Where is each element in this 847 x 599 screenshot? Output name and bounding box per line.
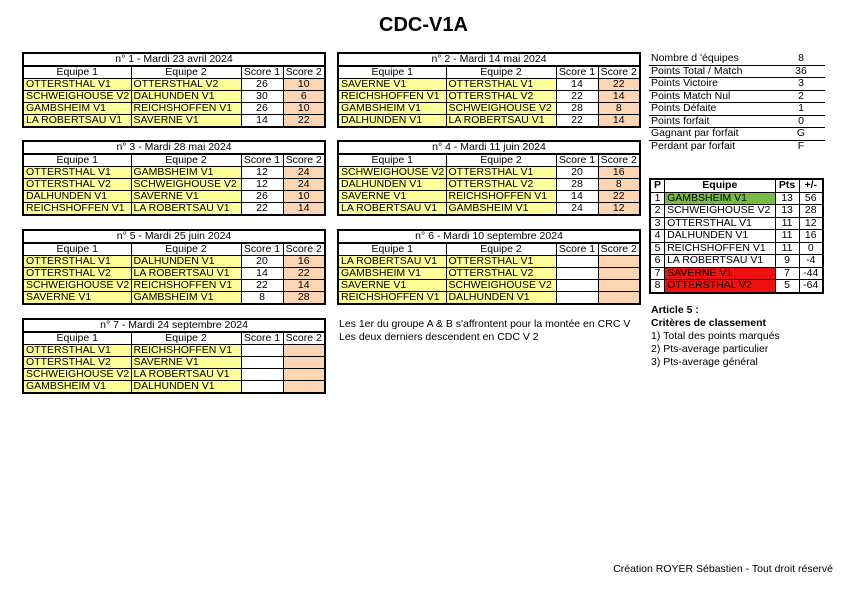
round-table-5 <box>22 229 326 305</box>
col-header-team2: Equipe 2 <box>446 66 556 79</box>
footer-credit: Création ROYER Sébastien - Tout droit réservé <box>613 563 833 575</box>
score1-cell: 26 <box>241 103 283 115</box>
column-header-row <box>23 66 325 79</box>
round-header-row <box>338 141 640 154</box>
standings-table <box>649 178 824 294</box>
score1-cell <box>556 292 598 305</box>
match-row <box>23 167 325 179</box>
col-header-score1: Score 1 <box>241 66 283 79</box>
score1-cell <box>241 369 283 381</box>
rank-diff: -4 <box>799 255 823 268</box>
score2-cell: 10 <box>283 191 325 203</box>
team1-cell: SAVERNE V1 <box>23 292 131 305</box>
col-header-score2: Score 2 <box>283 332 325 345</box>
score2-cell: 14 <box>283 203 325 216</box>
score1-cell <box>241 357 283 369</box>
rank-position: 2 <box>650 205 665 218</box>
column-header-row <box>338 66 640 79</box>
score1-cell: 12 <box>241 179 283 191</box>
standings-row <box>650 205 823 218</box>
score2-cell: 24 <box>283 167 325 179</box>
score1-cell: 14 <box>241 115 283 128</box>
match-row <box>23 103 325 115</box>
standings-row <box>650 230 823 243</box>
rank-team: OTTERSTHAL V2 <box>665 280 775 293</box>
team1-cell: DALHUNDEN V1 <box>338 179 446 191</box>
team2-cell: SCHWEIGHOUSE V2 <box>446 103 556 115</box>
team1-cell: REICHSHOFFEN V1 <box>338 91 446 103</box>
score1-cell: 14 <box>241 268 283 280</box>
rank-diff: -44 <box>799 267 823 280</box>
match-row <box>338 292 640 305</box>
score2-cell: 16 <box>283 256 325 268</box>
score2-cell: 22 <box>598 191 640 203</box>
col-header-pts: Pts <box>775 179 799 192</box>
rank-points: 11 <box>775 242 799 255</box>
team2-cell: OTTERSTHAL V1 <box>446 167 556 179</box>
column-header-row <box>338 243 640 256</box>
col-header-team1: Equipe 1 <box>338 66 446 79</box>
team2-cell: GAMBSHEIM V1 <box>131 292 241 305</box>
round-table-2 <box>337 52 641 128</box>
round-label: n° 1 - Mardi 23 avril 2024 <box>23 53 325 66</box>
team1-cell: OTTERSTHAL V1 <box>23 256 131 268</box>
team1-cell: DALHUNDEN V1 <box>23 191 131 203</box>
rank-position: 6 <box>650 255 665 268</box>
column-header-row <box>23 243 325 256</box>
round-header-row <box>338 230 640 243</box>
rank-points: 11 <box>775 230 799 243</box>
team1-cell: GAMBSHEIM V1 <box>23 381 131 394</box>
team2-cell: SCHWEIGHOUSE V2 <box>446 280 556 292</box>
col-header-score1: Score 1 <box>556 243 598 256</box>
rank-diff: 0 <box>799 242 823 255</box>
col-header-score1: Score 1 <box>241 243 283 256</box>
match-row <box>23 369 325 381</box>
score1-cell: 26 <box>241 191 283 203</box>
article-title: Article 5 : <box>651 304 699 316</box>
match-row <box>338 280 640 292</box>
score1-cell: 14 <box>556 79 598 91</box>
team2-cell: REICHSHOFFEN V1 <box>446 191 556 203</box>
score2-cell: 22 <box>283 268 325 280</box>
col-header-team: Equipe <box>665 179 775 192</box>
team1-cell: OTTERSTHAL V2 <box>23 179 131 191</box>
score2-cell: 8 <box>598 179 640 191</box>
col-header-score1: Score 1 <box>556 66 598 79</box>
round-label: n° 7 - Mardi 24 septembre 2024 <box>23 319 325 332</box>
article-block <box>651 304 780 369</box>
rank-position: 3 <box>650 217 665 230</box>
rank-team: DALHUNDEN V1 <box>665 230 775 243</box>
parameter-row <box>649 65 825 78</box>
round-label: n° 3 - Mardi 28 mai 2024 <box>23 141 325 154</box>
match-row <box>23 203 325 216</box>
match-row <box>23 345 325 357</box>
rank-position: 5 <box>650 242 665 255</box>
team1-cell: SCHWEIGHOUSE V2 <box>23 280 131 292</box>
col-header-score1: Score 1 <box>556 154 598 167</box>
team1-cell: DALHUNDEN V1 <box>338 115 446 128</box>
parameters-table <box>649 53 825 152</box>
score1-cell: 20 <box>241 256 283 268</box>
parameter-row <box>649 140 825 152</box>
score1-cell: 30 <box>241 91 283 103</box>
rank-diff: 56 <box>799 192 823 205</box>
rank-position: 1 <box>650 192 665 205</box>
match-row <box>23 79 325 91</box>
team2-cell: GAMBSHEIM V1 <box>446 203 556 216</box>
team2-cell: OTTERSTHAL V2 <box>446 91 556 103</box>
team2-cell: SCHWEIGHOUSE V2 <box>131 179 241 191</box>
team1-cell: LA ROBERTSAU V1 <box>338 203 446 216</box>
score2-cell <box>283 357 325 369</box>
score1-cell: 26 <box>241 79 283 91</box>
col-header-team1: Equipe 1 <box>338 243 446 256</box>
match-row <box>23 268 325 280</box>
match-row <box>23 191 325 203</box>
col-header-score2: Score 2 <box>598 154 640 167</box>
round-label: n° 4 - Mardi 11 juin 2024 <box>338 141 640 154</box>
parameter-row <box>649 53 825 65</box>
team2-cell: DALHUNDEN V1 <box>131 91 241 103</box>
round-header-row <box>23 141 325 154</box>
standings-header-row <box>650 179 823 192</box>
score1-cell <box>241 381 283 394</box>
col-header-team2: Equipe 2 <box>131 243 241 256</box>
score1-cell: 22 <box>556 91 598 103</box>
score1-cell: 28 <box>556 179 598 191</box>
standings-row <box>650 242 823 255</box>
rank-team: REICHSHOFFEN V1 <box>665 242 775 255</box>
col-header-team2: Equipe 2 <box>131 332 241 345</box>
team2-cell: SAVERNE V1 <box>131 191 241 203</box>
team2-cell: OTTERSTHAL V2 <box>446 268 556 280</box>
team1-cell: SAVERNE V1 <box>338 191 446 203</box>
score2-cell <box>283 381 325 394</box>
round-label: n° 2 - Mardi 14 mai 2024 <box>338 53 640 66</box>
round-table-1 <box>22 52 326 128</box>
team1-cell: GAMBSHEIM V1 <box>338 103 446 115</box>
article-subtitle: Critères de classement <box>651 317 766 329</box>
col-header-score2: Score 2 <box>283 154 325 167</box>
rank-points: 5 <box>775 280 799 293</box>
score2-cell: 14 <box>283 280 325 292</box>
col-header-score1: Score 1 <box>241 332 283 345</box>
team1-cell: OTTERSTHAL V1 <box>23 345 131 357</box>
score1-cell: 24 <box>556 203 598 216</box>
team2-cell: OTTERSTHAL V2 <box>446 179 556 191</box>
round-label: n° 6 - Mardi 10 septembre 2024 <box>338 230 640 243</box>
score2-cell: 10 <box>283 79 325 91</box>
team2-cell: LA ROBERTSAU V1 <box>446 115 556 128</box>
score2-cell: 14 <box>598 115 640 128</box>
col-header-score2: Score 2 <box>598 243 640 256</box>
rank-position: 4 <box>650 230 665 243</box>
col-header-team1: Equipe 1 <box>23 243 131 256</box>
parameter-label: Points Victoire <box>649 78 777 91</box>
parameter-value: 2 <box>777 90 825 103</box>
standings-row <box>650 255 823 268</box>
rank-diff: 16 <box>799 230 823 243</box>
column-header-row <box>23 332 325 345</box>
rank-points: 13 <box>775 192 799 205</box>
score1-cell: 28 <box>556 103 598 115</box>
rank-diff: -64 <box>799 280 823 293</box>
col-header-diff: +/- <box>799 179 823 192</box>
rank-team: LA ROBERTSAU V1 <box>665 255 775 268</box>
match-row <box>23 256 325 268</box>
round-label: n° 5 - Mardi 25 juin 2024 <box>23 230 325 243</box>
score2-cell <box>598 280 640 292</box>
team1-cell: OTTERSTHAL V1 <box>23 167 131 179</box>
match-row <box>338 203 640 216</box>
score2-cell: 6 <box>283 91 325 103</box>
match-row <box>338 103 640 115</box>
parameter-row <box>649 103 825 116</box>
score1-cell <box>241 345 283 357</box>
team2-cell: DALHUNDEN V1 <box>131 256 241 268</box>
team2-cell: LA ROBERTSAU V1 <box>131 203 241 216</box>
rank-diff: 12 <box>799 217 823 230</box>
match-row <box>23 381 325 394</box>
team1-cell: GAMBSHEIM V1 <box>338 268 446 280</box>
team1-cell: SCHWEIGHOUSE V2 <box>23 369 131 381</box>
score1-cell: 14 <box>556 191 598 203</box>
match-row <box>23 280 325 292</box>
team1-cell: SCHWEIGHOUSE V2 <box>23 91 131 103</box>
round-header-row <box>23 230 325 243</box>
col-header-score1: Score 1 <box>241 154 283 167</box>
score1-cell: 12 <box>241 167 283 179</box>
score2-cell <box>598 292 640 305</box>
parameter-row <box>649 90 825 103</box>
team2-cell: REICHSHOFFEN V1 <box>131 345 241 357</box>
match-row <box>23 91 325 103</box>
rank-points: 7 <box>775 267 799 280</box>
score2-cell: 24 <box>283 179 325 191</box>
team2-cell: DALHUNDEN V1 <box>131 381 241 394</box>
parameter-value: 0 <box>777 115 825 128</box>
team1-cell: SAVERNE V1 <box>338 79 446 91</box>
team2-cell: REICHSHOFFEN V1 <box>131 280 241 292</box>
col-header-team1: Equipe 1 <box>23 332 131 345</box>
note-relegation: Les deux derniers descendent en CDC V 2 <box>339 331 539 343</box>
col-header-score2: Score 2 <box>283 243 325 256</box>
standings-row <box>650 217 823 230</box>
team2-cell: DALHUNDEN V1 <box>446 292 556 305</box>
standings-row <box>650 267 823 280</box>
score1-cell <box>556 268 598 280</box>
score2-cell <box>598 256 640 268</box>
rank-points: 11 <box>775 217 799 230</box>
team2-cell: GAMBSHEIM V1 <box>131 167 241 179</box>
col-header-score2: Score 2 <box>283 66 325 79</box>
score2-cell: 28 <box>283 292 325 305</box>
score1-cell <box>556 256 598 268</box>
column-header-row <box>23 154 325 167</box>
rank-position: 8 <box>650 280 665 293</box>
team1-cell: REICHSHOFFEN V1 <box>338 292 446 305</box>
col-header-team2: Equipe 2 <box>446 154 556 167</box>
criteria-item: 1) Total des points marqués <box>651 330 780 342</box>
score1-cell: 22 <box>556 115 598 128</box>
score2-cell: 16 <box>598 167 640 179</box>
parameter-value: F <box>777 140 825 152</box>
parameter-label: Points Match Nul <box>649 90 777 103</box>
team1-cell: LA ROBERTSAU V1 <box>23 115 131 128</box>
match-row <box>338 268 640 280</box>
col-header-team2: Equipe 2 <box>446 243 556 256</box>
col-header-score2: Score 2 <box>598 66 640 79</box>
parameter-row <box>649 78 825 91</box>
column-header-row <box>338 154 640 167</box>
match-row <box>23 357 325 369</box>
parameter-value: 1 <box>777 103 825 116</box>
match-row <box>338 79 640 91</box>
team1-cell: OTTERSTHAL V1 <box>23 79 131 91</box>
score1-cell: 20 <box>556 167 598 179</box>
parameter-value: 3 <box>777 78 825 91</box>
rank-diff: 28 <box>799 205 823 218</box>
score1-cell <box>556 280 598 292</box>
round-table-6 <box>337 229 641 305</box>
standings-row <box>650 280 823 293</box>
rank-team: SCHWEIGHOUSE V2 <box>665 205 775 218</box>
rank-points: 9 <box>775 255 799 268</box>
parameter-value: G <box>777 128 825 141</box>
score2-cell: 22 <box>598 79 640 91</box>
score2-cell: 8 <box>598 103 640 115</box>
col-header-team1: Equipe 1 <box>338 154 446 167</box>
round-table-4 <box>337 140 641 216</box>
col-header-team1: Equipe 1 <box>23 66 131 79</box>
round-table-3 <box>22 140 326 216</box>
parameter-label: Nombre d 'équipes <box>651 53 739 64</box>
round-table-7 <box>22 318 326 394</box>
team2-cell: OTTERSTHAL V1 <box>446 79 556 91</box>
col-header-team2: Equipe 2 <box>131 154 241 167</box>
match-row <box>23 292 325 305</box>
team2-cell: REICHSHOFFEN V1 <box>131 103 241 115</box>
match-row <box>338 167 640 179</box>
match-row <box>23 115 325 128</box>
rank-team: SAVERNE V1 <box>665 267 775 280</box>
rank-team: GAMBSHEIM V1 <box>665 192 775 205</box>
parameter-row <box>649 128 825 141</box>
rank-team: OTTERSTHAL V1 <box>665 217 775 230</box>
parameter-value: 36 <box>777 65 825 78</box>
parameter-label: Points Défaite <box>649 103 777 116</box>
score1-cell: 22 <box>241 280 283 292</box>
team2-cell: OTTERSTHAL V2 <box>131 79 241 91</box>
col-header-team2: Equipe 2 <box>131 66 241 79</box>
score1-cell: 8 <box>241 292 283 305</box>
rank-points: 13 <box>775 205 799 218</box>
score2-cell: 14 <box>598 91 640 103</box>
match-row <box>338 91 640 103</box>
round-header-row <box>23 53 325 66</box>
team2-cell: LA ROBERTSAU V1 <box>131 268 241 280</box>
col-header-pos: P <box>650 179 665 192</box>
match-row <box>338 115 640 128</box>
criteria-item: 2) Pts-average particulier <box>651 343 769 355</box>
team1-cell: REICHSHOFFEN V1 <box>23 203 131 216</box>
col-header-team1: Equipe 1 <box>23 154 131 167</box>
parameter-label: Perdant par forfait <box>649 140 777 152</box>
team2-cell: SAVERNE V1 <box>131 115 241 128</box>
team1-cell: SAVERNE V1 <box>338 280 446 292</box>
criteria-item: 3) Pts-average général <box>651 356 758 368</box>
parameter-label: Points forfait <box>649 115 777 128</box>
note-promotion: Les 1er du groupe A & B s'affrontent pour la montée en CRC V <box>339 318 631 330</box>
match-row <box>338 256 640 268</box>
team1-cell: LA ROBERTSAU V1 <box>338 256 446 268</box>
page-title: CDC-V1A <box>379 14 468 36</box>
team1-cell: GAMBSHEIM V1 <box>23 103 131 115</box>
score2-cell <box>283 345 325 357</box>
score2-cell <box>598 268 640 280</box>
parameter-value: 8 <box>798 53 804 64</box>
standings-row <box>650 192 823 205</box>
score2-cell: 22 <box>283 115 325 128</box>
score2-cell: 12 <box>598 203 640 216</box>
team2-cell: OTTERSTHAL V1 <box>446 256 556 268</box>
rank-position: 7 <box>650 267 665 280</box>
score2-cell <box>283 369 325 381</box>
team2-cell: SAVERNE V1 <box>131 357 241 369</box>
parameter-label: Points Total / Match <box>649 65 777 78</box>
score2-cell: 10 <box>283 103 325 115</box>
round-header-row <box>338 53 640 66</box>
match-row <box>23 179 325 191</box>
team1-cell: OTTERSTHAL V2 <box>23 357 131 369</box>
score1-cell: 22 <box>241 203 283 216</box>
team2-cell: LA ROBERTSAU V1 <box>131 369 241 381</box>
parameter-row <box>649 115 825 128</box>
round-header-row <box>23 319 325 332</box>
team1-cell: SCHWEIGHOUSE V2 <box>338 167 446 179</box>
match-row <box>338 191 640 203</box>
match-row <box>338 179 640 191</box>
parameter-label: Gagnant par forfait <box>649 128 777 141</box>
notes-block <box>339 318 630 344</box>
team1-cell: OTTERSTHAL V2 <box>23 268 131 280</box>
